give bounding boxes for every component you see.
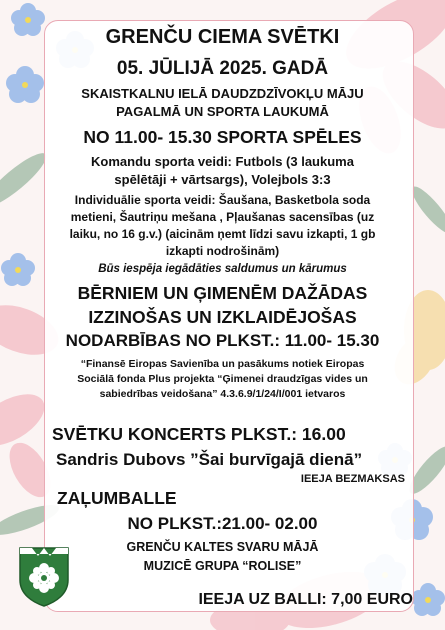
funding-line-1: “Finansē Eiropas Savienība un pasākums notiek Eiropas (80, 358, 365, 370)
coat-of-arms-logo (18, 546, 70, 608)
funding-line-2: Sociālā fonda Plus projekta “Ģimenei draudzīgas vides un (77, 373, 368, 385)
ball-heading: ZAĻUMBALLE (57, 488, 177, 508)
ball-music: MUZICĒ GRUPA “ROLISE” (143, 559, 302, 573)
concert-heading: SVĒTKU KONCERTS PLKST.: 16.00 (52, 424, 346, 444)
ball-venue: GRENČU KALTES SVARU MĀJĀ (126, 540, 319, 554)
free-entry-note: IEEJA BEZMAKSAS (300, 473, 405, 485)
team-sports-line-1: Komandu sporta veidi: Futbols (3 laukuma (91, 154, 354, 169)
funding-line-3: sabiedrības veidošana” 4.3.6.9/1/24/I/001 ietvaros (99, 388, 346, 400)
sports-heading: NO 11.00- 15.30 SPORTA SPĒLES (83, 127, 362, 147)
location-line-2: PAGALMĀ UN SPORTA LAUKUMĀ (116, 104, 329, 119)
kids-heading-line-2: IZZINOŠAS UN IZKLAIDĒJOŠAS (88, 307, 357, 327)
ball-time: NO PLKST.:21.00- 02.00 (127, 514, 318, 533)
individual-sports-line-3: laiku, no 16 g.v.) (aicinām ņemt līdzi savu izkapti, 1 gb (69, 227, 376, 241)
team-sports-line-2: spēlētāji + vārtsargs), Volejbols 3:3 (114, 172, 331, 187)
kids-heading-line-3: NODARBĪBAS NO PLKST.: 11.00- 15.30 (65, 331, 380, 350)
individual-sports-line-4: izkapti nodrošinām) (165, 244, 280, 258)
individual-sports-line-2: metieni, Šautriņu mešana , Pļaušanas sacensības (uz (70, 210, 375, 224)
concert-performer: Sandris Dubovs ”Šai burvīgajā dienā” (56, 450, 363, 469)
kids-heading-line-1: BĒRNIEM UN ĢIMENĒM DAŽĀDAS (77, 283, 368, 303)
event-date: 05. JŪLIJĀ 2025. GADĀ (116, 58, 329, 79)
event-title: GRENČU CIEMA SVĒTKI (105, 26, 340, 48)
sweets-note: Būs iespēja iegādāties saldumus un kārumus (98, 263, 347, 275)
location-line-1: SKAISTKALNU IELĀ DAUDZDZĪVOKĻU MĀJU (81, 86, 364, 101)
ball-price: IEEJA UZ BALLI: 7,00 EURO (198, 591, 413, 608)
individual-sports-line-1: Individuālie sporta veidi: Šaušana, Basketbola soda (74, 193, 371, 207)
